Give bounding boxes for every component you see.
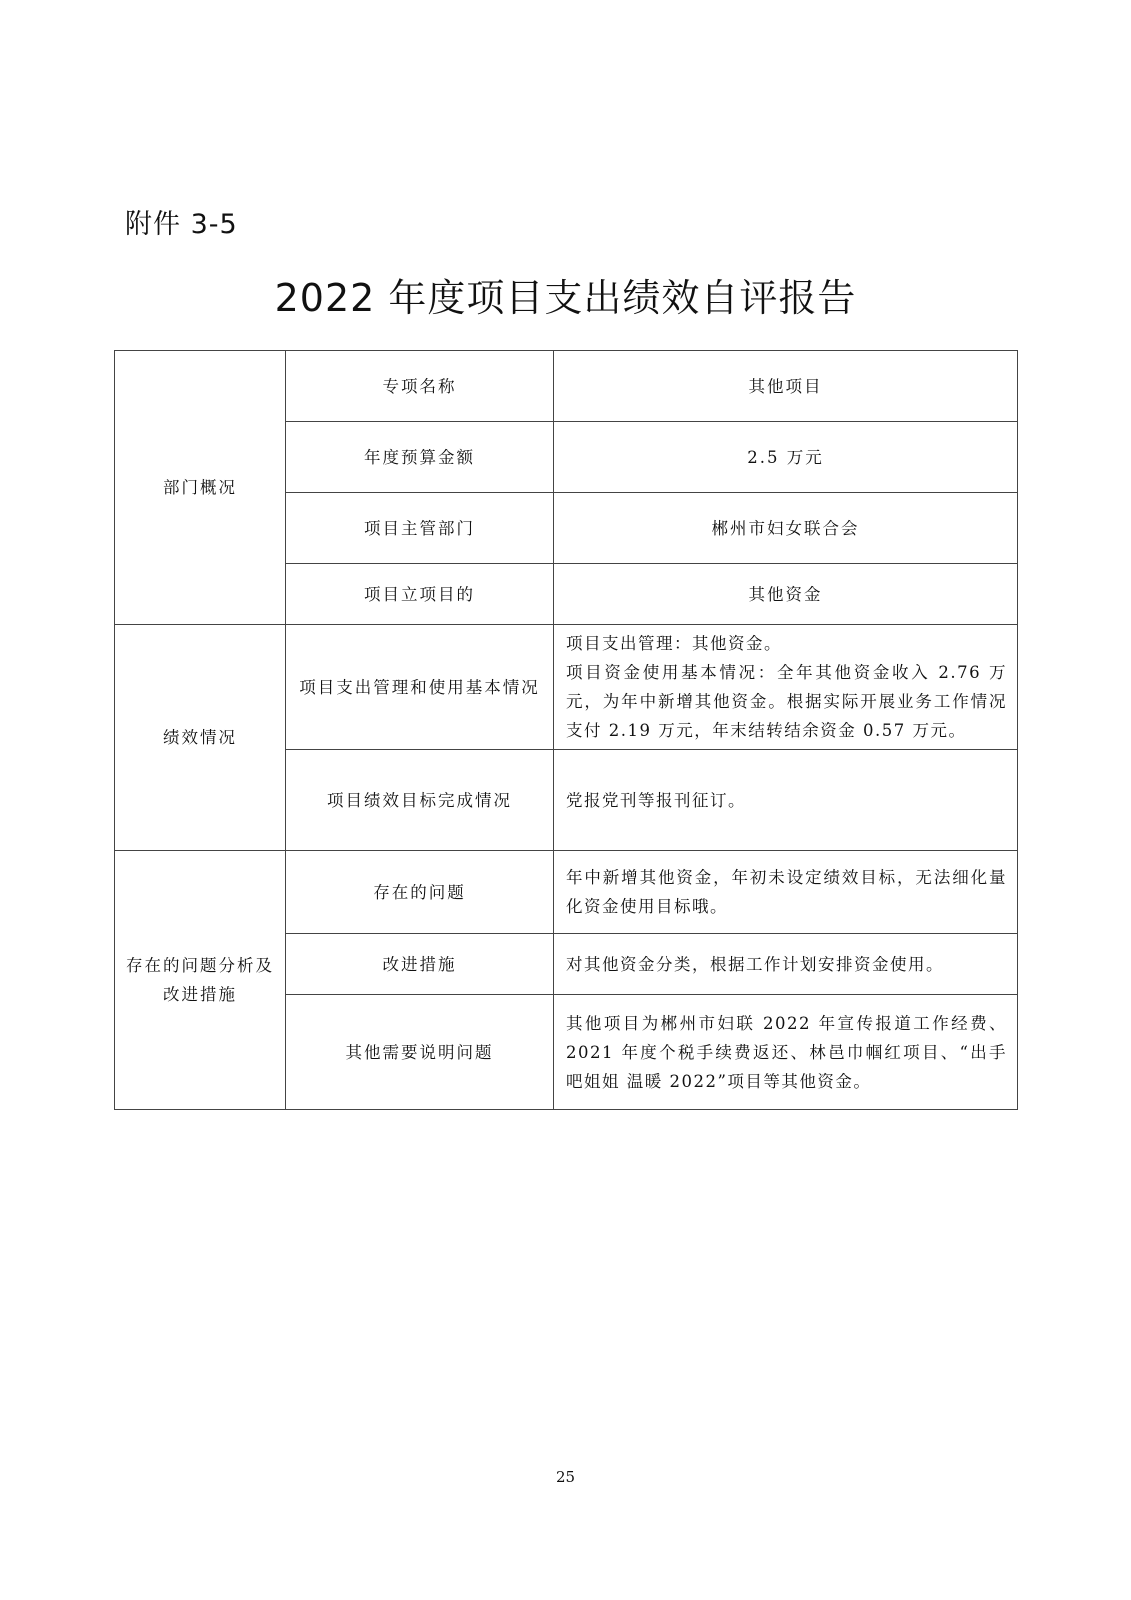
row-label: 项目立项目的: [286, 564, 554, 625]
table-row: [115, 351, 1018, 422]
row-label: 存在的问题: [286, 851, 554, 934]
row-label: 专项名称: [286, 351, 554, 422]
value-line: 项目资金使用基本情况：全年其他资金收入 2.76 万元，为年中新增其他资金。根据实际开展业务工作情况支付 2.19 万元，年末结转结余资金 0.57 万元。: [566, 663, 1007, 740]
row-label: 年度预算金额: [286, 422, 554, 493]
page-number: 25: [555, 1468, 576, 1486]
report-table: [114, 350, 1018, 1110]
row-value: 其他项目为郴州市妇联 2022 年宣传报道工作经费、2021 年度个税手续费返还、林邑巾帼红项目、“出手吧姐姐 温暖 2022”项目等其他资金。: [554, 995, 1018, 1110]
row-label: 项目主管部门: [286, 493, 554, 564]
table-row: [115, 851, 1018, 934]
section-label-dept: 部门概况: [115, 351, 286, 625]
row-value: 对其他资金分类，根据工作计划安排资金使用。: [554, 934, 1018, 995]
page-title: 2022 年度项目支出绩效自评报告: [274, 276, 857, 320]
row-label: 其他需要说明问题: [286, 995, 554, 1110]
row-value: 其他项目: [554, 351, 1018, 422]
row-label: 项目支出管理和使用基本情况: [286, 625, 554, 750]
row-value: 党报党刊等报刊征订。: [554, 750, 1018, 851]
attachment-label: 附件 3-5: [125, 209, 238, 240]
row-label: 项目绩效目标完成情况: [286, 750, 554, 851]
table-row: [115, 625, 1018, 750]
row-value: 2.5 万元: [554, 422, 1018, 493]
section-label-line: 存在的问题分析及: [126, 956, 274, 975]
section-label-perf: 绩效情况: [115, 625, 286, 851]
row-value: 其他资金: [554, 564, 1018, 625]
row-value: [554, 625, 1018, 750]
row-label: 改进措施: [286, 934, 554, 995]
section-label-line: 改进措施: [163, 985, 237, 1004]
row-value: 年中新增其他资金，年初未设定绩效目标，无法细化量化资金使用目标哦。: [554, 851, 1018, 934]
value-line: 项目支出管理：其他资金。: [566, 634, 782, 653]
section-label-issues: [115, 851, 286, 1110]
row-value: 郴州市妇女联合会: [554, 493, 1018, 564]
